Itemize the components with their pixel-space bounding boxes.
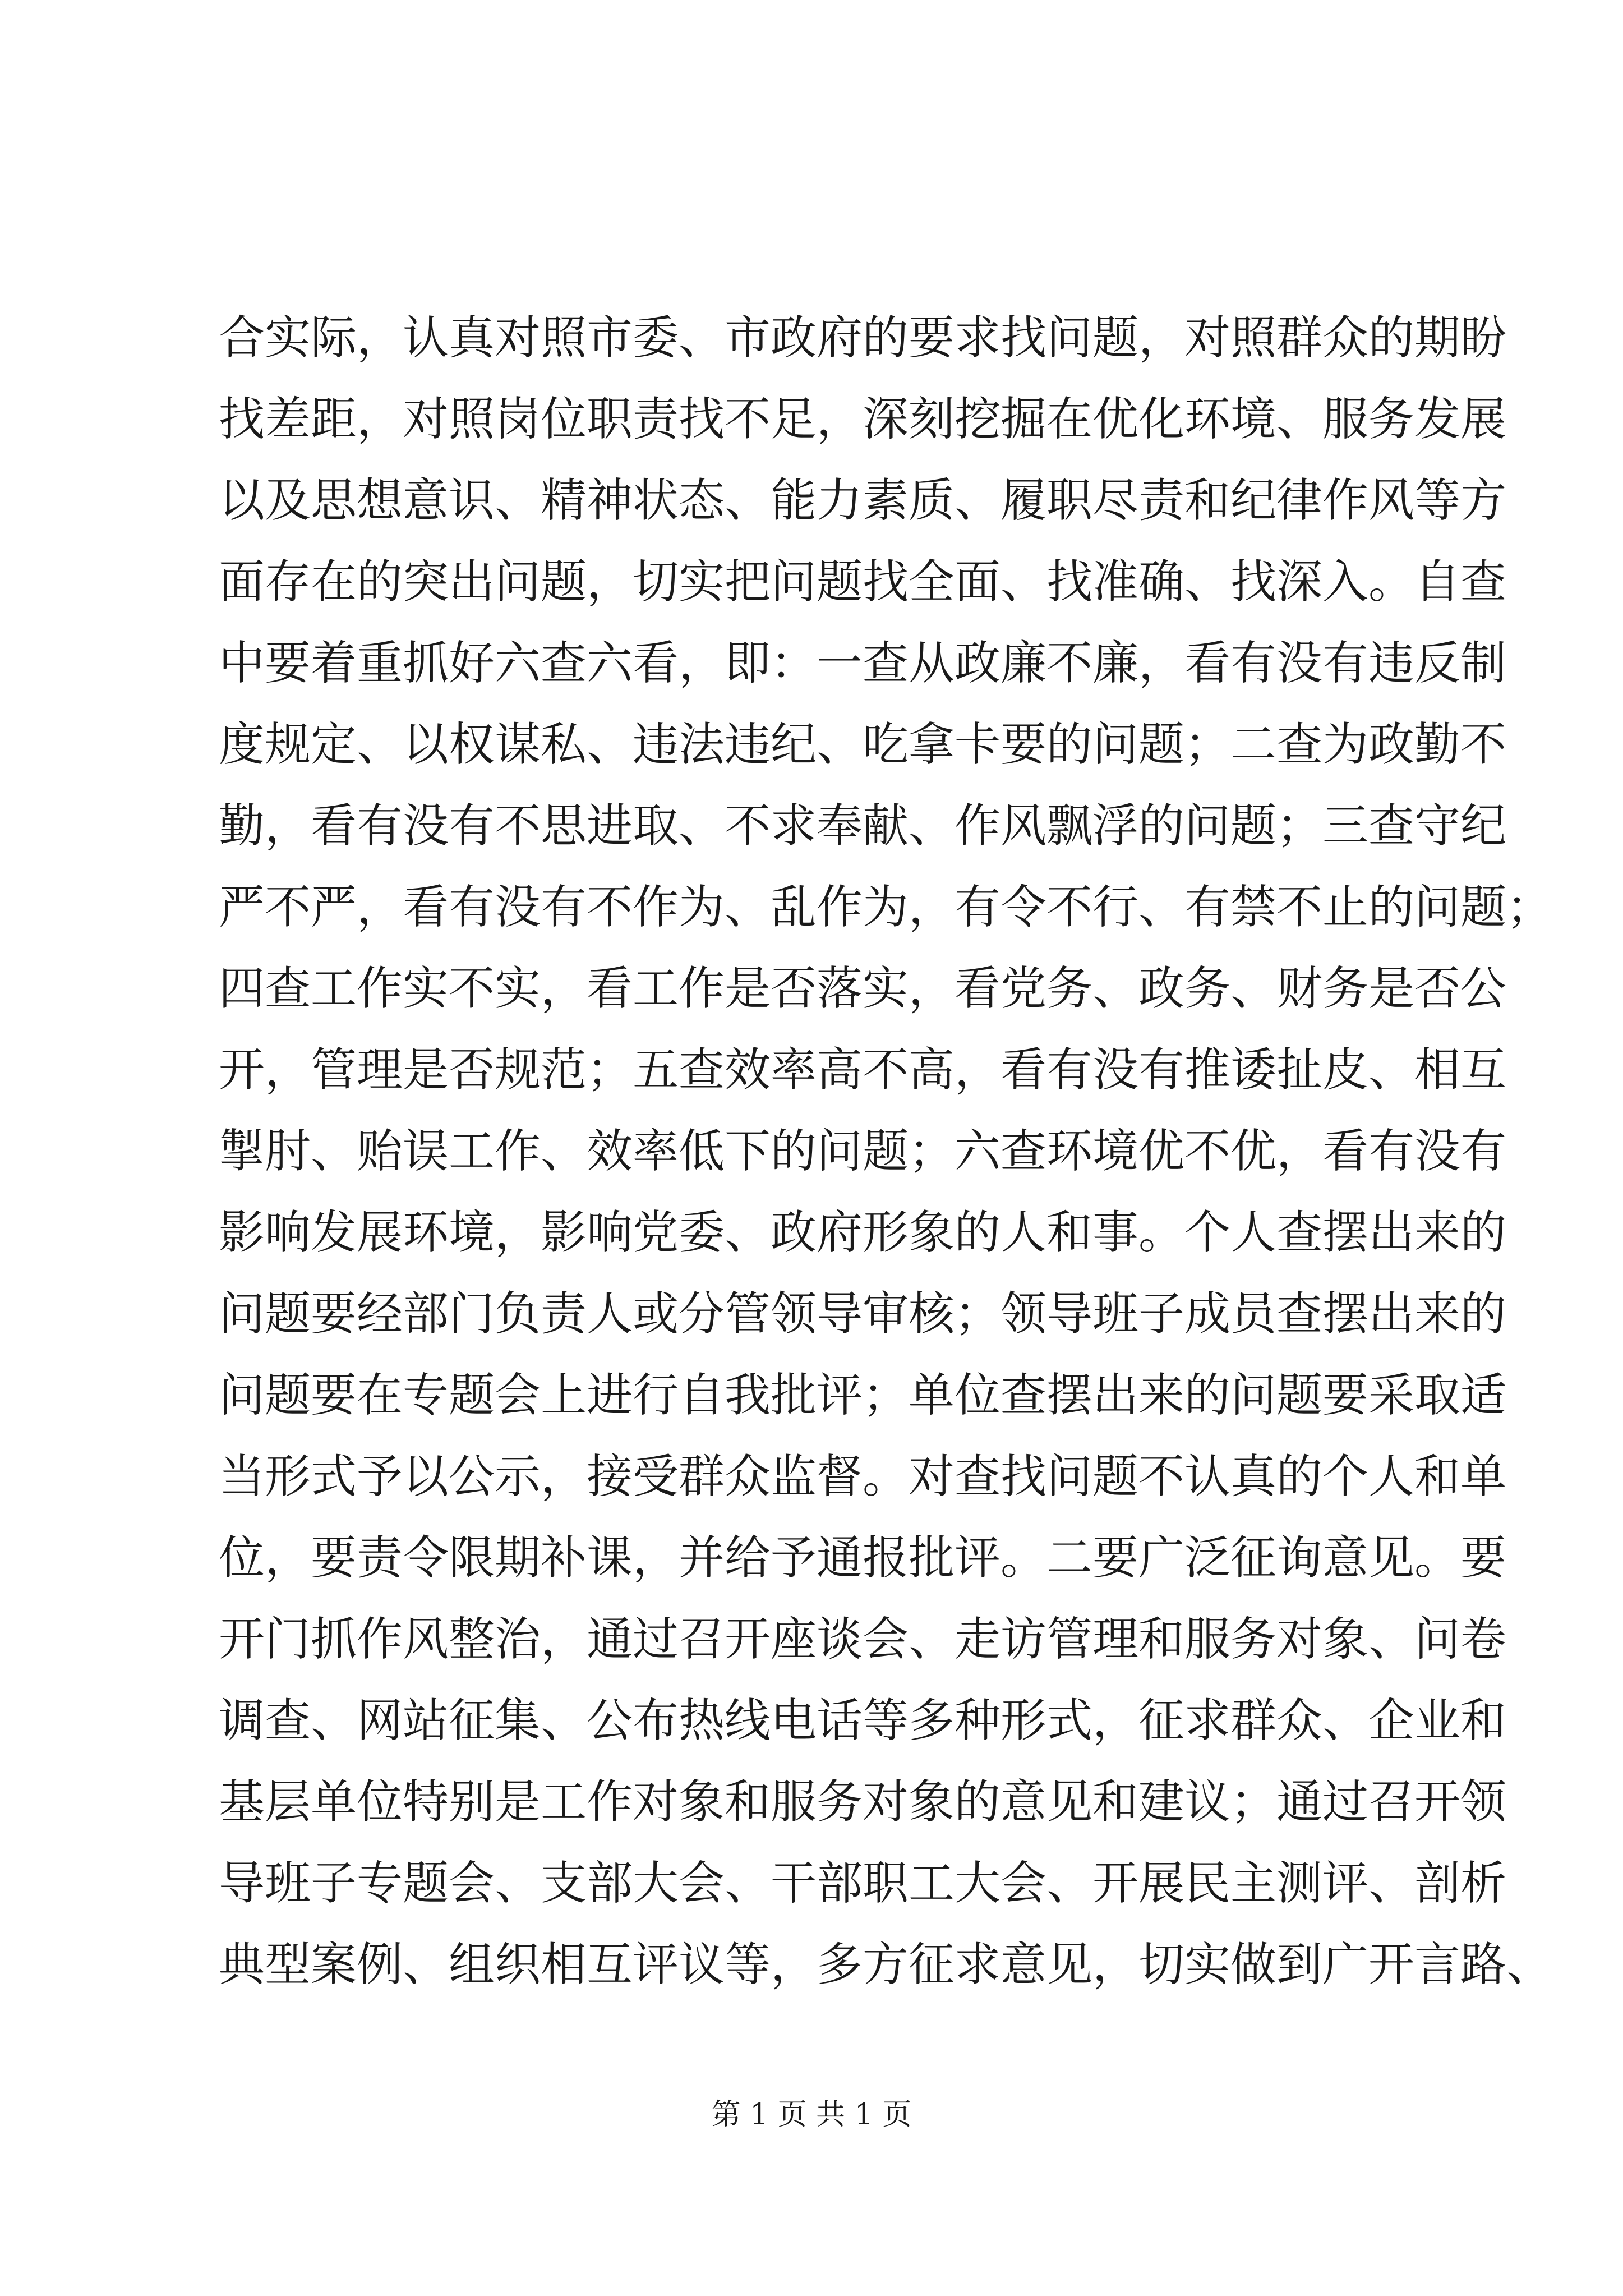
text-line: 严不严，看有没有不作为、乱作为，有令不行、有禁不止的问题； bbox=[219, 881, 1553, 934]
text-line: 度规定、以权谋私、违法违纪、吃拿卡要的问题；二查为政勤不 bbox=[219, 718, 1507, 771]
text-line: 导班子专题会、支部大会、干部职工大会、开展民主测评、剖析 bbox=[219, 1857, 1507, 1910]
text-line: 勤，看有没有不思进取、不求奉献、作风飘浮的问题；三查守纪 bbox=[219, 799, 1507, 853]
text-line: 当形式予以公示，接受群众监督。对查找问题不认真的个人和单 bbox=[219, 1450, 1507, 1503]
text-line: 掣肘、贻误工作、效率低下的问题；六查环境优不优，看有没有 bbox=[219, 1125, 1507, 1178]
text-line: 中要着重抓好六查六看，即：一查从政廉不廉，看有没有违反制 bbox=[219, 637, 1507, 690]
text-line: 问题要经部门负责人或分管领导审核；领导班子成员查摆出来的 bbox=[219, 1287, 1507, 1341]
text-line: 问题要在专题会上进行自我批评；单位查摆出来的问题要采取适 bbox=[219, 1369, 1507, 1422]
text-line: 典型案例、组织相互评议等，多方征求意见，切实做到广开言路、 bbox=[219, 1938, 1553, 1991]
text-line: 开，管理是否规范；五查效率高不高，看有没有推诿扯皮、相互 bbox=[219, 1043, 1507, 1097]
text-line: 基层单位特别是工作对象和服务对象的意见和建议；通过召开领 bbox=[219, 1775, 1507, 1829]
text-line: 以及思想意识、精神状态、能力素质、履职尽责和纪律作风等方 bbox=[219, 474, 1507, 527]
text-line: 开门抓作风整治，通过召开座谈会、走访管理和服务对象、问卷 bbox=[219, 1613, 1507, 1666]
text-line: 调查、网站征集、公布热线电话等多种形式，征求群众、企业和 bbox=[219, 1694, 1507, 1747]
text-line: 面存在的突出问题，切实把问题找全面、找准确、找深入。自查 bbox=[219, 555, 1507, 609]
text-line: 影响发展环境，影响党委、政府形象的人和事。个人查摆出来的 bbox=[219, 1206, 1507, 1259]
text-line: 四查工作实不实，看工作是否落实，看党务、政务、财务是否公 bbox=[219, 962, 1507, 1015]
text-line: 位，要责令限期补课，并给予通报批评。二要广泛征询意见。要 bbox=[219, 1531, 1507, 1585]
text-line: 合实际，认真对照市委、市政府的要求找问题，对照群众的期盼 bbox=[219, 311, 1507, 365]
page-number-footer: 第 1 页 共 1 页 bbox=[711, 2098, 912, 2132]
body-paragraph bbox=[219, 297, 1553, 2005]
text-line: 找差距，对照岗位职责找不足，深刻挖掘在优化环境、服务发展 bbox=[219, 393, 1507, 446]
